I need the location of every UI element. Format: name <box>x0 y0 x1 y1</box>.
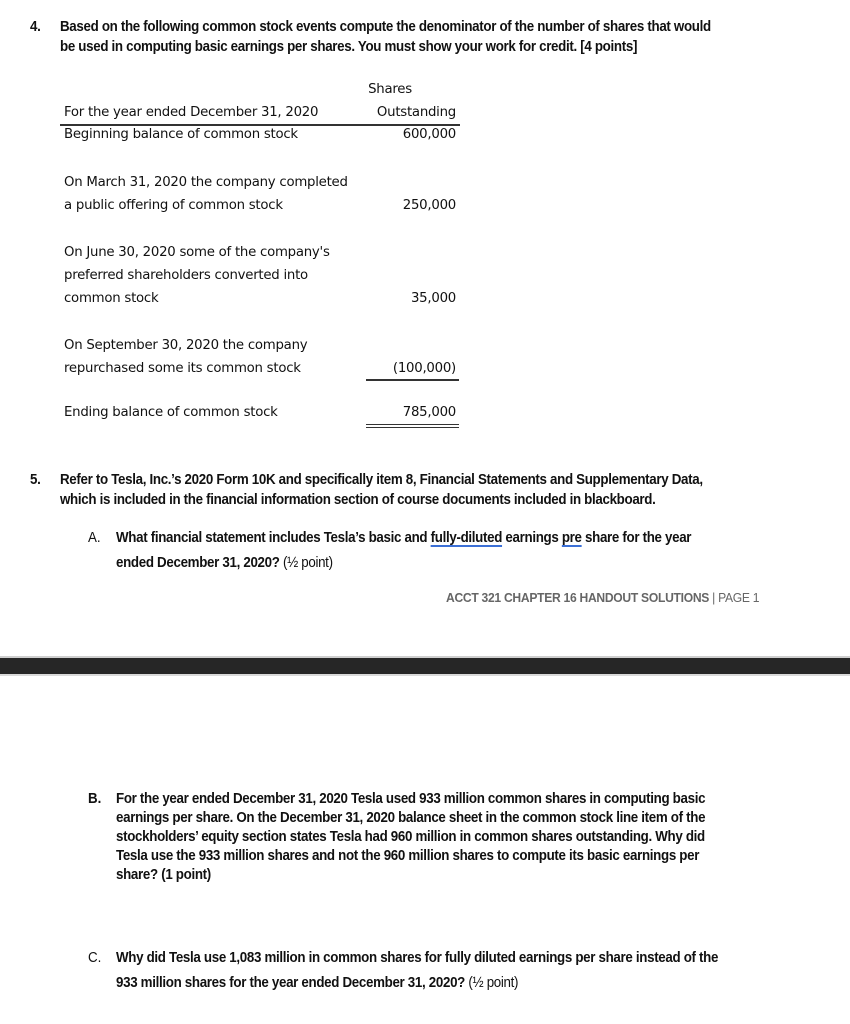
row-label-line-1: On September 30, 2020 the company <box>64 338 308 353</box>
shares-table <box>0 0 460 440</box>
total-double-underline-bottom <box>366 427 459 428</box>
question-5-number: 5. <box>30 472 41 488</box>
row-label-line-2: a public offering of common stock <box>64 198 283 213</box>
question-4-line-1: Based on the following common stock events compute the denominator of the number of shares that would <box>60 19 711 35</box>
row-label-line-2: repurchased some its common stock <box>64 361 301 376</box>
question-5a-line-2 <box>116 555 333 571</box>
row-value: (100,000) <box>392 361 456 376</box>
row-value: 785,000 <box>402 405 456 420</box>
points-label: (½ point) <box>464 975 519 991</box>
text: share for the year <box>581 530 692 546</box>
question-5b-line: For the year ended December 31, 2020 Tesla used 933 million common shares in computing basic <box>116 791 706 807</box>
question-5a-label: A. <box>88 530 101 546</box>
question-4-line-2: be used in computing basic earnings per shares. You must show your work for credit. [4 points] <box>60 39 638 55</box>
total-double-underline-top <box>366 424 459 425</box>
text: earnings <box>502 530 562 546</box>
footer-title: ACCT 321 CHAPTER 16 HANDOUT SOLUTIONS <box>446 590 710 605</box>
column-header-shares: Shares <box>368 82 412 97</box>
text: What financial statement includes Tesla’s basic and <box>116 530 431 546</box>
row-label: Beginning balance of common stock <box>64 127 298 142</box>
header-underline <box>60 124 460 126</box>
page-break-separator <box>0 656 850 676</box>
footer-separator: | <box>709 590 719 605</box>
question-5c-line-2 <box>116 975 518 991</box>
spellcheck-underlined-word: pre <box>561 530 582 546</box>
points-label: (½ point) <box>279 555 333 571</box>
row-label-line-2: preferred shareholders converted into <box>64 268 308 283</box>
question-5b-label: B. <box>88 791 102 807</box>
question-5-line-2: which is included in the financial information section of course documents included in blackboard. <box>60 492 656 508</box>
question-5b-line: stockholders’ equity section states Tesla had 960 million in common shares outstanding. Why did <box>116 829 705 845</box>
column-header-outstanding: Outstanding <box>376 105 456 120</box>
question-5c-label: C. <box>88 950 102 966</box>
question-5b-text <box>116 790 705 885</box>
row-label-line-1: On June 30, 2020 some of the company's <box>64 245 330 260</box>
text: ended December 31, 2020? <box>116 555 280 571</box>
spellcheck-underlined-word: fully-diluted <box>430 530 503 546</box>
row-value: 35,000 <box>410 291 456 306</box>
row-label-line-3: common stock <box>64 291 159 306</box>
question-5b-line: Tesla use the 933 million shares and not the 960 million shares to compute its basic earnings per <box>116 848 700 864</box>
page-footer <box>446 590 759 605</box>
row-label: Ending balance of common stock <box>64 405 278 420</box>
subtotal-underline <box>366 379 459 381</box>
question-4-number: 4. <box>30 19 41 35</box>
question-5b-line: earnings per share. On the December 31, 2020 balance sheet in the common stock line item of the <box>116 810 706 826</box>
question-5a-line-1 <box>116 530 691 546</box>
text: 933 million shares for the year ended December 31, 2020? <box>116 975 465 991</box>
footer-page-number: PAGE 1 <box>718 590 760 605</box>
row-label-line-1: On March 31, 2020 the company completed <box>64 175 348 190</box>
question-5c-line-1: Why did Tesla use 1,083 million in common shares for fully diluted earnings per share instead of the <box>116 950 719 966</box>
question-5-line-1: Refer to Tesla, Inc.’s 2020 Form 10K and specifically item 8, Financial Statements and Supplementary Data, <box>60 472 703 488</box>
question-5-text <box>60 470 703 510</box>
question-5b-line: share? (1 point) <box>116 867 211 883</box>
table-header-label: For the year ended December 31, 2020 <box>64 105 319 120</box>
row-value: 600,000 <box>402 127 456 142</box>
row-value: 250,000 <box>402 198 456 213</box>
